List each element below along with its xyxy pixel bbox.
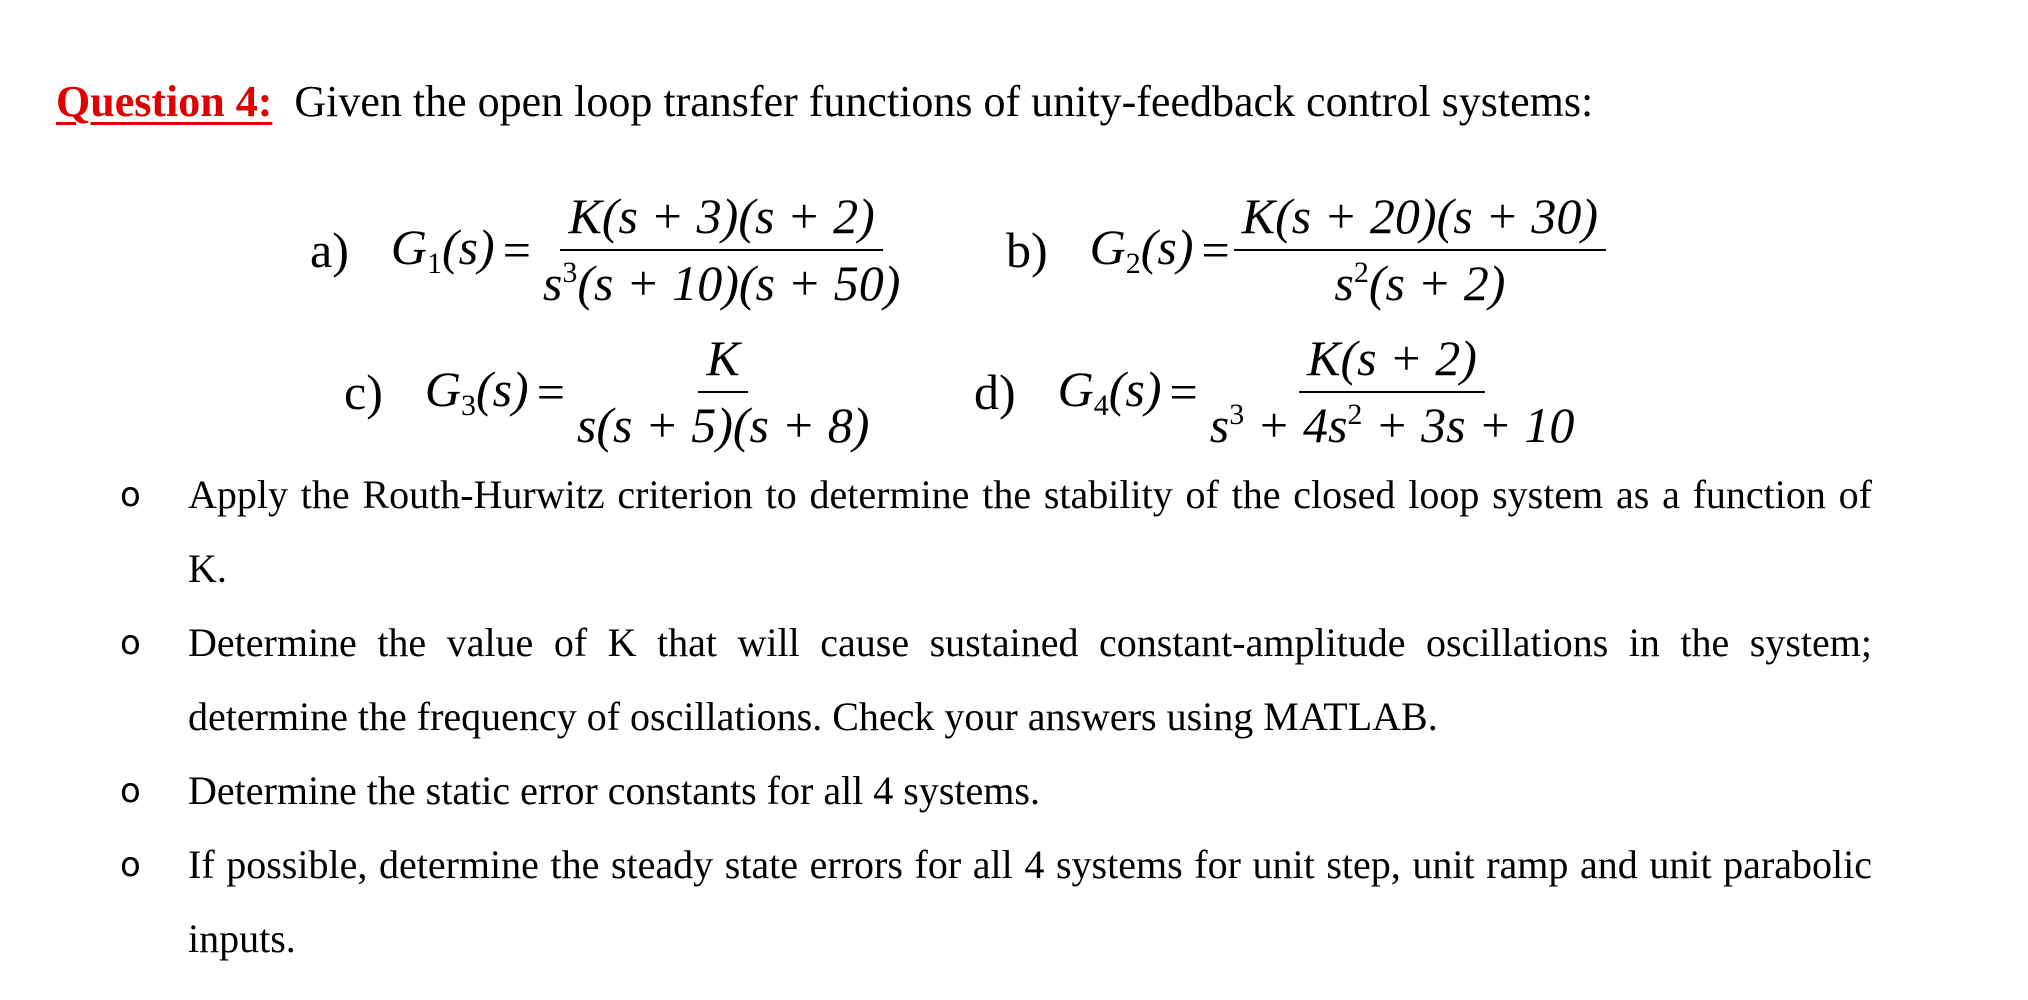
equation-c: c) $G_3(s)$ = $\frac{K}{s(s + 5)(s + 8)}$ (344, 332, 877, 451)
list-item-text: Determine the static error constants for all 4 systems. (188, 768, 1040, 813)
numerator: K(s + 3)(s + 2) (560, 190, 882, 251)
fraction (1202, 332, 1583, 451)
equation-d: d) $G_4(s)$ = $\frac{K(s + 2)}{s^3 + 4s^2 + 3s + 10}$ (974, 332, 1582, 451)
denominator: s(s + 5)(s + 8) (576, 396, 870, 453)
numerator: K(s + 20)(s + 30) (1234, 190, 1606, 251)
fraction (535, 190, 908, 309)
function-name: $G_2(s)$ (1089, 219, 1194, 280)
bullet-circle-icon: o (120, 475, 141, 515)
list-item-text: Apply the Routh-Hurwitz criterion to determine the stability of the closed loop system as a function of K. (188, 472, 1872, 591)
numerator: K(s + 2) (1299, 332, 1485, 393)
list-item-text: If possible, determine the steady state errors for all 4 systems for unit step, unit ramp and unit parabolic inputs. (188, 842, 1872, 961)
fraction (569, 332, 877, 451)
equation-letter: a) (310, 221, 349, 278)
question-header (56, 76, 1593, 129)
function-name: $G_4(s)$ (1057, 361, 1162, 422)
bullet-circle-icon: o (120, 845, 141, 885)
bullet-circle-icon: o (120, 771, 141, 811)
bullet-circle-icon: o (120, 623, 141, 663)
function-name: $G_1(s)$ (390, 219, 495, 280)
equation-b: b) $G_2(s)$ = $\frac{K(s + 20)(s + 30)}{s^2(s + 2)}$ (1006, 190, 1606, 309)
equation-a: a) $G_1(s)$ = $\frac{K(s + 3)(s + 2)}{s^3(s + 10)(s + 50)}$ (310, 190, 908, 309)
denominator: $s^2(s + 2)$ (1334, 254, 1506, 311)
question-intro: Given the open loop transfer functions of unity-feedback control systems: (294, 77, 1594, 126)
numerator: K (698, 332, 747, 393)
function-name: $G_3(s)$ (424, 361, 529, 422)
question-label: Question 4: (56, 77, 273, 126)
list-item-text: Determine the value of K that will cause sustained constant-amplitude oscillations in the system; determine the frequency of oscillations. Check your answers using MATLAB. (188, 620, 1872, 739)
equation-letter: d) (974, 363, 1016, 420)
denominator: $s^3(s + 10)(s + 50)$ (542, 254, 901, 311)
equation-letter: c) (344, 363, 383, 420)
fraction (1234, 190, 1606, 309)
denominator: $s^3 + 4s^2 + 3s + 10$ (1209, 396, 1575, 453)
equation-letter: b) (1006, 221, 1048, 278)
